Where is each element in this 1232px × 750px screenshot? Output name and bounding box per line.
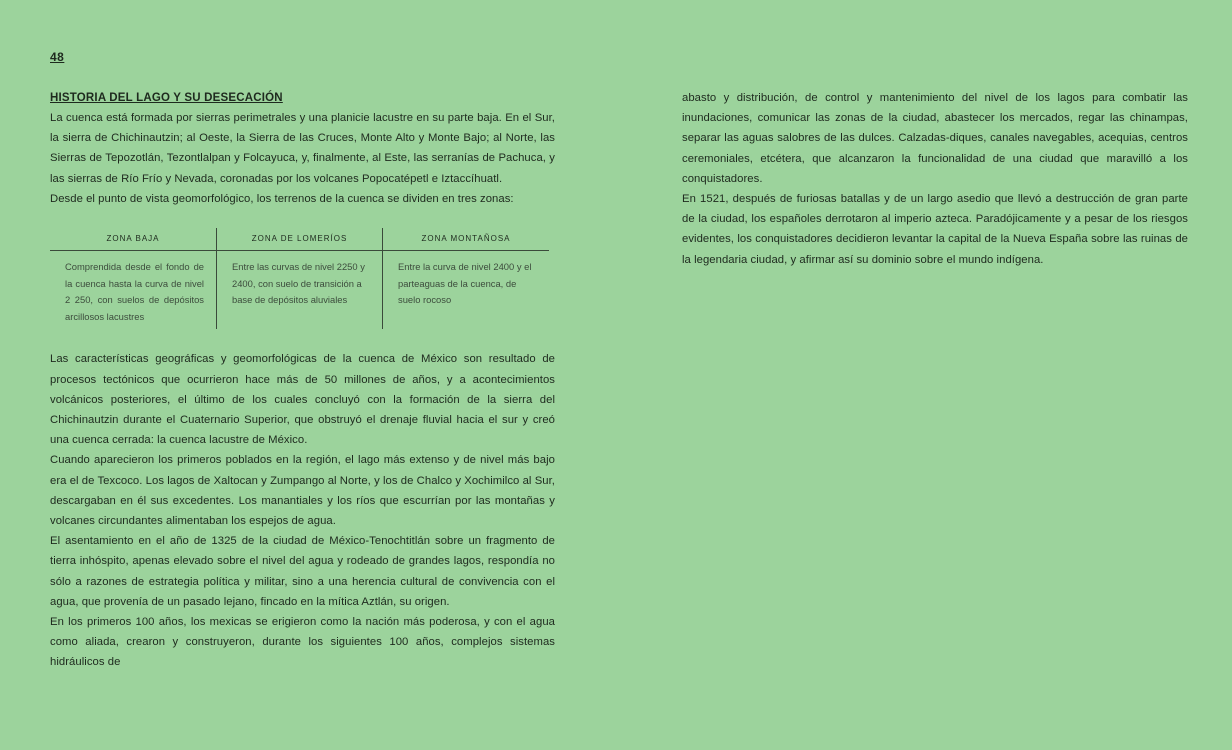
body-paragraph-geology: Las características geográficas y geomorfológicas de la cuenca de México son resultado de procesos tectónicos que ocurrieron hace más de 50 millones de años, y a acontecimientos volcánicos posteriores, el último de los cuales concluyó con la formación de la sierra del Chichinautzin durante el Cuaternario Superior, que obstruyó el drenaje fluvial hacia el sur y creó una cuenca cerrada: la cuenca lacustre de México. bbox=[50, 353, 555, 447]
zone-cell-hills: Entre las curvas de nivel 2250 y 2400, con suelo de transición a base de depósitos aluviales bbox=[216, 251, 382, 329]
body-paragraph-mexicas: En los primeros 100 años, los mexicas se erigieron como la nación más poderosa, y con el agua como aliada, crearon y construyeron, durante los siguientes 100 años, complejos sistemas hidráulicos de bbox=[50, 616, 555, 669]
intro-paragraph: La cuenca está formada por sierras perimetrales y una planicie lacustre en su parte baja. En el Sur, la sierra de Chichinautzin; al Oeste, la Sierra de las Cruces, Monte Alto y Monte Bajo; al Norte, las Sierras de Tepozotlán, Tezontlalpan y Folcayuca, y, finalmente, al Este, las serranías de Pachuca, y las sierras de Río Frío y Nevada, coronadas por los volcanes Popocatépetl e Iztaccíhuatl. bbox=[50, 112, 555, 185]
body-paragraph-tenochtitlan: El asentamiento en el año de 1325 de la ciudad de México-Tenochtitlán sobre un fragmento de tierra inhóspito, apenas elevado sobre el nivel del agua y rodeado de grandes lagos, respondía no sólo a razones de estrategia política y militar, sino a una herencia cultural de convivencia con el agua, que provenía de un pasado lejano, fincado en la mítica Aztlán, su origen. bbox=[50, 535, 555, 608]
continuation-paragraph-conquest: En 1521, después de furiosas batallas y de un largo asedio que llevó a destrucción de gran parte de la ciudad, los españoles derrotaron al imperio azteca. Paradójicamente y a pesar de los riesgos evidentes, los conquistadores decidieron levantar la capital de la Nueva España sobre las ruinas de la legendaria ciudad, y afirmar así su dominio sobre el mundo indígena. bbox=[682, 193, 1188, 266]
body-paragraph-texcoco: Cuando aparecieron los primeros poblados en la región, el lago más extenso y de nivel más bajo era el de Texcoco. Los lagos de Xaltocan y Zumpango al Norte, y los de Chalco y Xochimilco al Sur, descargaban en él sus excedentes. Los manantiales y los ríos que escurrían por las montañas y volcanes circundantes alimentaban los espejos de agua. bbox=[50, 454, 555, 528]
zone-header-low: ZONA BAJA bbox=[50, 228, 216, 251]
intro-zones-paragraph: Desde el punto de vista geomorfológico, los terrenos de la cuenca se dividen en tres zonas: bbox=[50, 192, 514, 205]
left-column bbox=[50, 88, 555, 673]
zones-table bbox=[50, 228, 549, 329]
zone-cell-mountain: Entre la curva de nivel 2400 y el parteaguas de la cuenca, de suelo rocoso bbox=[382, 251, 549, 329]
right-column bbox=[682, 88, 1188, 270]
zone-header-mountain: ZONA MONTAÑOSA bbox=[382, 228, 549, 251]
section-heading: HISTORIA DEL LAGO Y SU DESECACIÓN bbox=[50, 92, 283, 104]
page-number: 48 bbox=[50, 50, 65, 64]
zone-header-hills: ZONA DE LOMERÍOS bbox=[216, 228, 382, 251]
zone-cell-low: Comprendida desde el fondo de la cuenca hasta la curva de nivel 2 250, con suelos de depósitos arcillosos lacustres bbox=[65, 261, 204, 322]
continuation-paragraph-hydraulics: abasto y distribución, de control y mantenimiento del nivel de los lagos para combatir las inundaciones, comunicar las zonas de la ciudad, abastecer los mercados, regar las chinampas, separar las aguas salobres de las dulces. Calzadas-diques, canales navegables, acequias, centros ceremoniales, etcétera, que alcanzaron la funcionalidad de una ciudad que maravilló a los conquistadores. bbox=[682, 92, 1188, 185]
